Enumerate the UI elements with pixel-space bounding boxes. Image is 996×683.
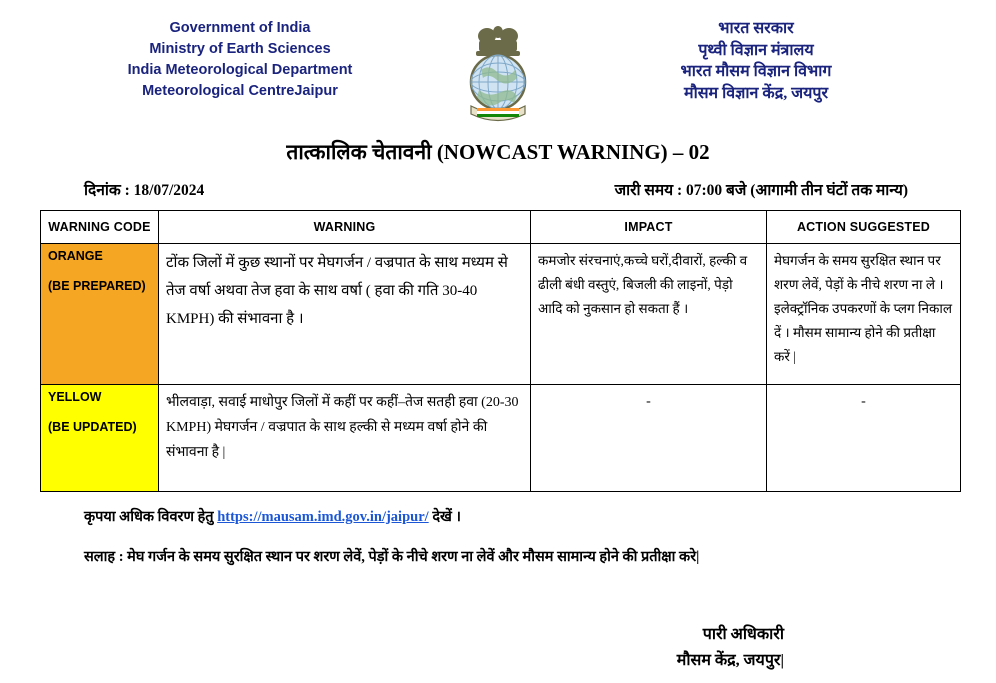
status-badge-orange [41,244,159,385]
header-right-line-3: भारत मौसम विज्ञान विभाग [680,63,832,80]
signature-office: मौसम केंद्र, जयपुर| [676,652,784,669]
signature-block [40,622,956,674]
impact-text-yellow: - [531,385,767,492]
more-details-prefix: कृपया अधिक विवरण हेतु [84,509,214,525]
warning-table [40,210,961,492]
header-left-block [50,18,430,102]
issue-time: जारी समय : 07:00 बजे (आगामी तीन घंटों तक मान्य) [614,182,908,199]
more-details-suffix: देखें । [432,509,461,525]
page-title [40,138,956,166]
warning-code-label: YELLOW [48,390,102,404]
col-header-action: ACTION SUGGESTED [767,211,961,244]
warning-code-label: ORANGE [48,249,103,263]
warning-text-yellow: भीलवाड़ा, सवाई माधोपुर जिलों में कहीं पर कहीं–तेज सतही हवा (20-30 KMPH) मेघगर्जन / वज्रपात के साथ हल्की से मध्यम वर्षा होने की संभावना है | [159,385,531,492]
warning-code-sublabel: (BE UPDATED) [48,420,137,434]
warning-text-orange: टोंक जिलों में कुछ स्थानों पर मेघगर्जन / वज्रपात के साथ मध्यम से तेज वर्षा अथवा तेज हवा के साथ वर्षा ( हवा की गति 30-40 KMPH) की संभावना है । [159,244,531,385]
status-badge-yellow [41,385,159,492]
header-right-line-1: भारत सरकार [718,20,794,37]
header-right-block [566,18,946,104]
header-left-line-1: Government of India [169,20,311,36]
impact-text-orange: कमजोर संरचनाएं,कच्चे घरों,दीवारों, हल्की व ढीली बंधी वस्तुएं, बिजली की लाइनों, पेड़ो आदि को नुकसान हो सकता हैं । [531,244,767,385]
table-row [41,385,961,492]
action-text-orange: मेघगर्जन के समय सुरक्षित स्थान पर शरण लेवें, पेड़ों के नीचे शरण ना ले । इलेक्ट्रॉनिक उपकरणों के प्लग निकाल दें । मौसम सामान्य होने की प्रतीक्षा करें | [767,244,961,385]
table-row [41,244,961,385]
header-left-line-3: India Meteorological Department [127,62,353,78]
page-title-english: (NOWCAST WARNING) – 02 [436,140,710,164]
advice-note: सलाह : मेघ गर्जन के समय सुरक्षित स्थान पर शरण लेवें, पेड़ों के नीचे शरण ना लेवें और मौसम सामान्य होने की प्रतीक्षा करे| [84,549,700,565]
col-header-impact: IMPACT [531,211,767,244]
col-header-warning: WARNING [159,211,531,244]
action-text-yellow: - [767,385,961,492]
document-header [40,18,956,124]
header-right-line-2: पृथ्वी विज्ञान मंत्रालय [698,41,814,59]
warning-code-sublabel: (BE PREPARED) [48,279,146,293]
header-right-line-4: मौसम विज्ञान केंद्र, जयपुर [684,84,828,102]
meta-row [40,178,956,200]
imd-jaipur-link[interactable]: https://mausam.imd.gov.in/jaipur/ [217,509,429,525]
header-left-line-4: Meteorological CentreJaipur [142,83,338,99]
page-title-hindi: तात्कालिक चेतावनी [286,140,432,164]
more-details-note [84,506,956,526]
signature-designation: पारी अधिकारी [702,626,784,643]
table-header-row [41,211,961,244]
india-national-emblem-icon [459,20,537,124]
issue-date: दिनांक : 18/07/2024 [84,182,205,199]
col-header-warning-code: WARNING CODE [41,211,159,244]
header-left-line-2: Ministry of Earth Sciences [149,41,331,57]
